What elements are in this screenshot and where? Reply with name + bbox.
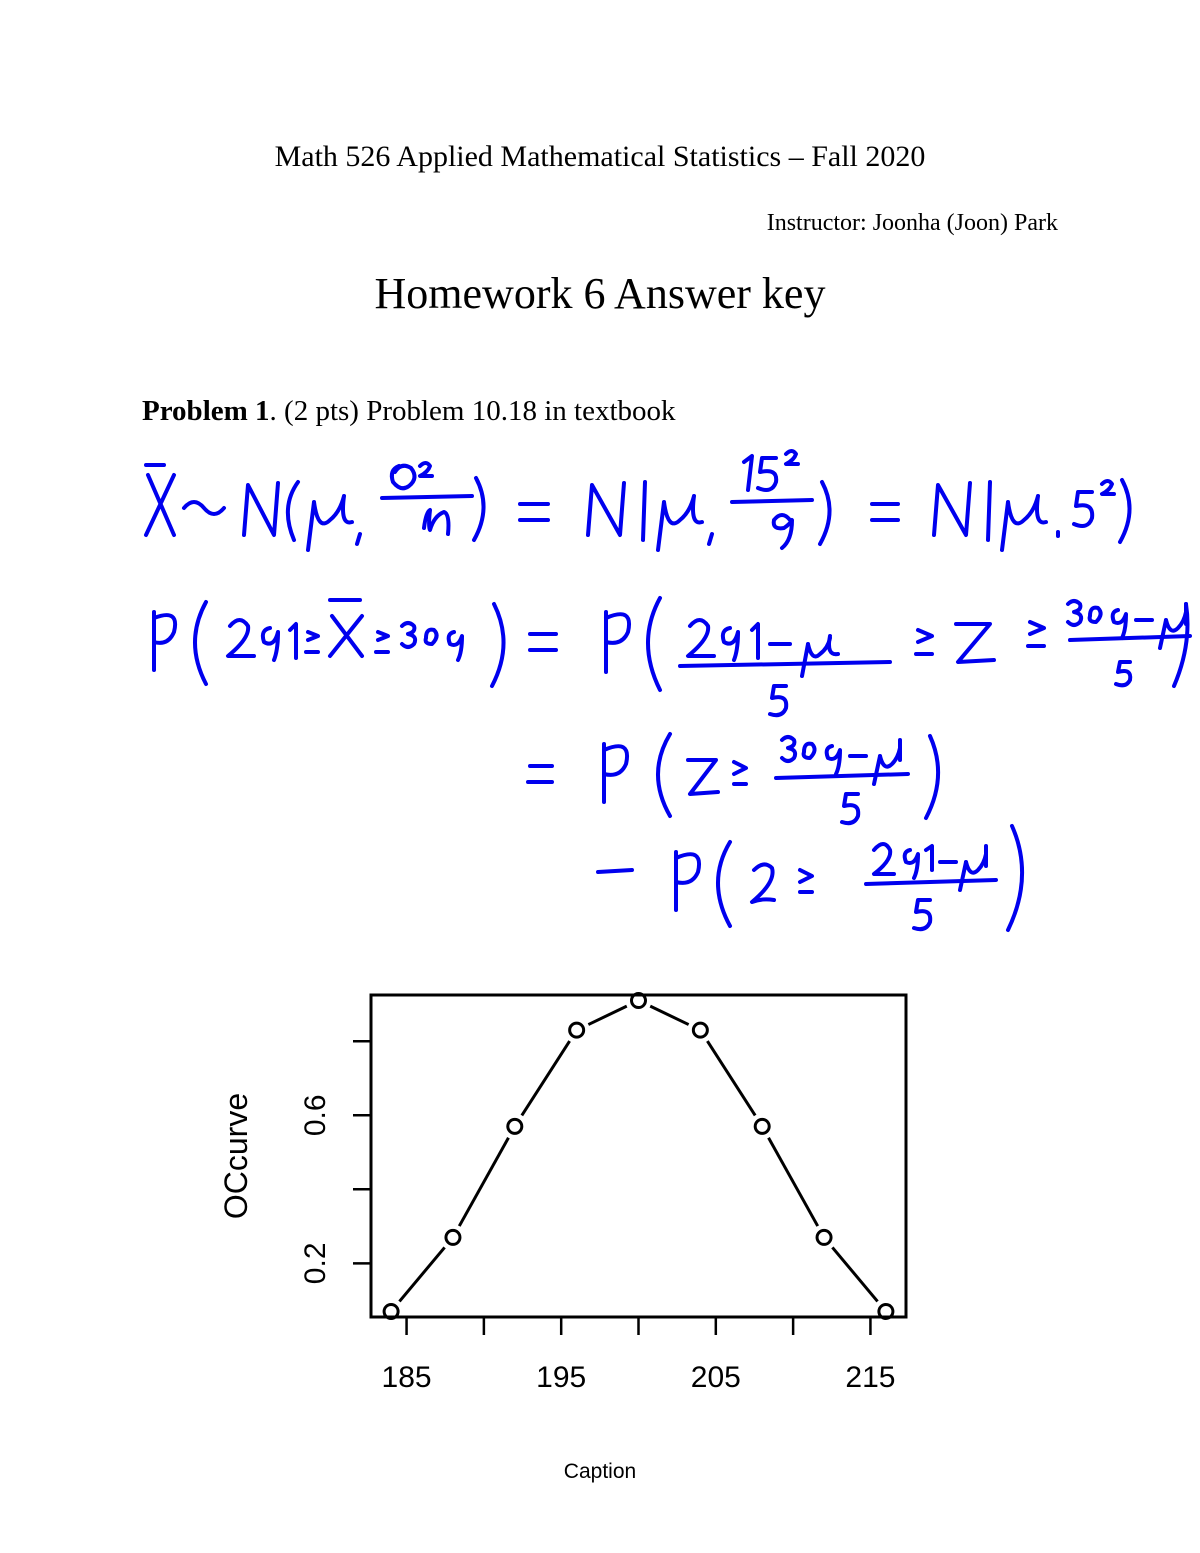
course-title: Math 526 Applied Mathematical Statistics – Fall 2020 [274,140,926,173]
instructor-line: Instructor: Joonha (Joon) Park [766,210,1058,236]
series-segment [650,1006,688,1024]
data-point [570,1023,584,1037]
x-tick-label: 205 [690,1361,741,1394]
series-segment [588,1006,626,1024]
series-segment [522,1041,570,1115]
series-segment [459,1138,508,1226]
series-segment [769,1138,818,1226]
data-point [755,1119,769,1133]
x-tick-label: 215 [845,1361,896,1394]
series-segment [832,1247,877,1301]
homework-title: Homework 6 Answer key [374,269,826,318]
y-axis-label: OCcurve [218,1092,254,1220]
x-tick-label: 195 [536,1361,587,1394]
data-point [817,1230,831,1244]
data-point [508,1119,522,1133]
problem-number: Problem 1 [142,395,270,427]
chart-caption: Caption [563,1460,637,1483]
series-segment [707,1041,755,1115]
series-segment [399,1247,444,1301]
problem-text: . (2 pts) Problem 10.18 in textbook [269,395,676,427]
x-tick-label: 185 [381,1361,432,1394]
data-point [446,1230,460,1244]
plot-frame [371,995,906,1317]
y-tick-label: 0.6 [299,1094,332,1137]
y-tick-label: 0.2 [299,1242,332,1285]
data-point [693,1023,707,1037]
